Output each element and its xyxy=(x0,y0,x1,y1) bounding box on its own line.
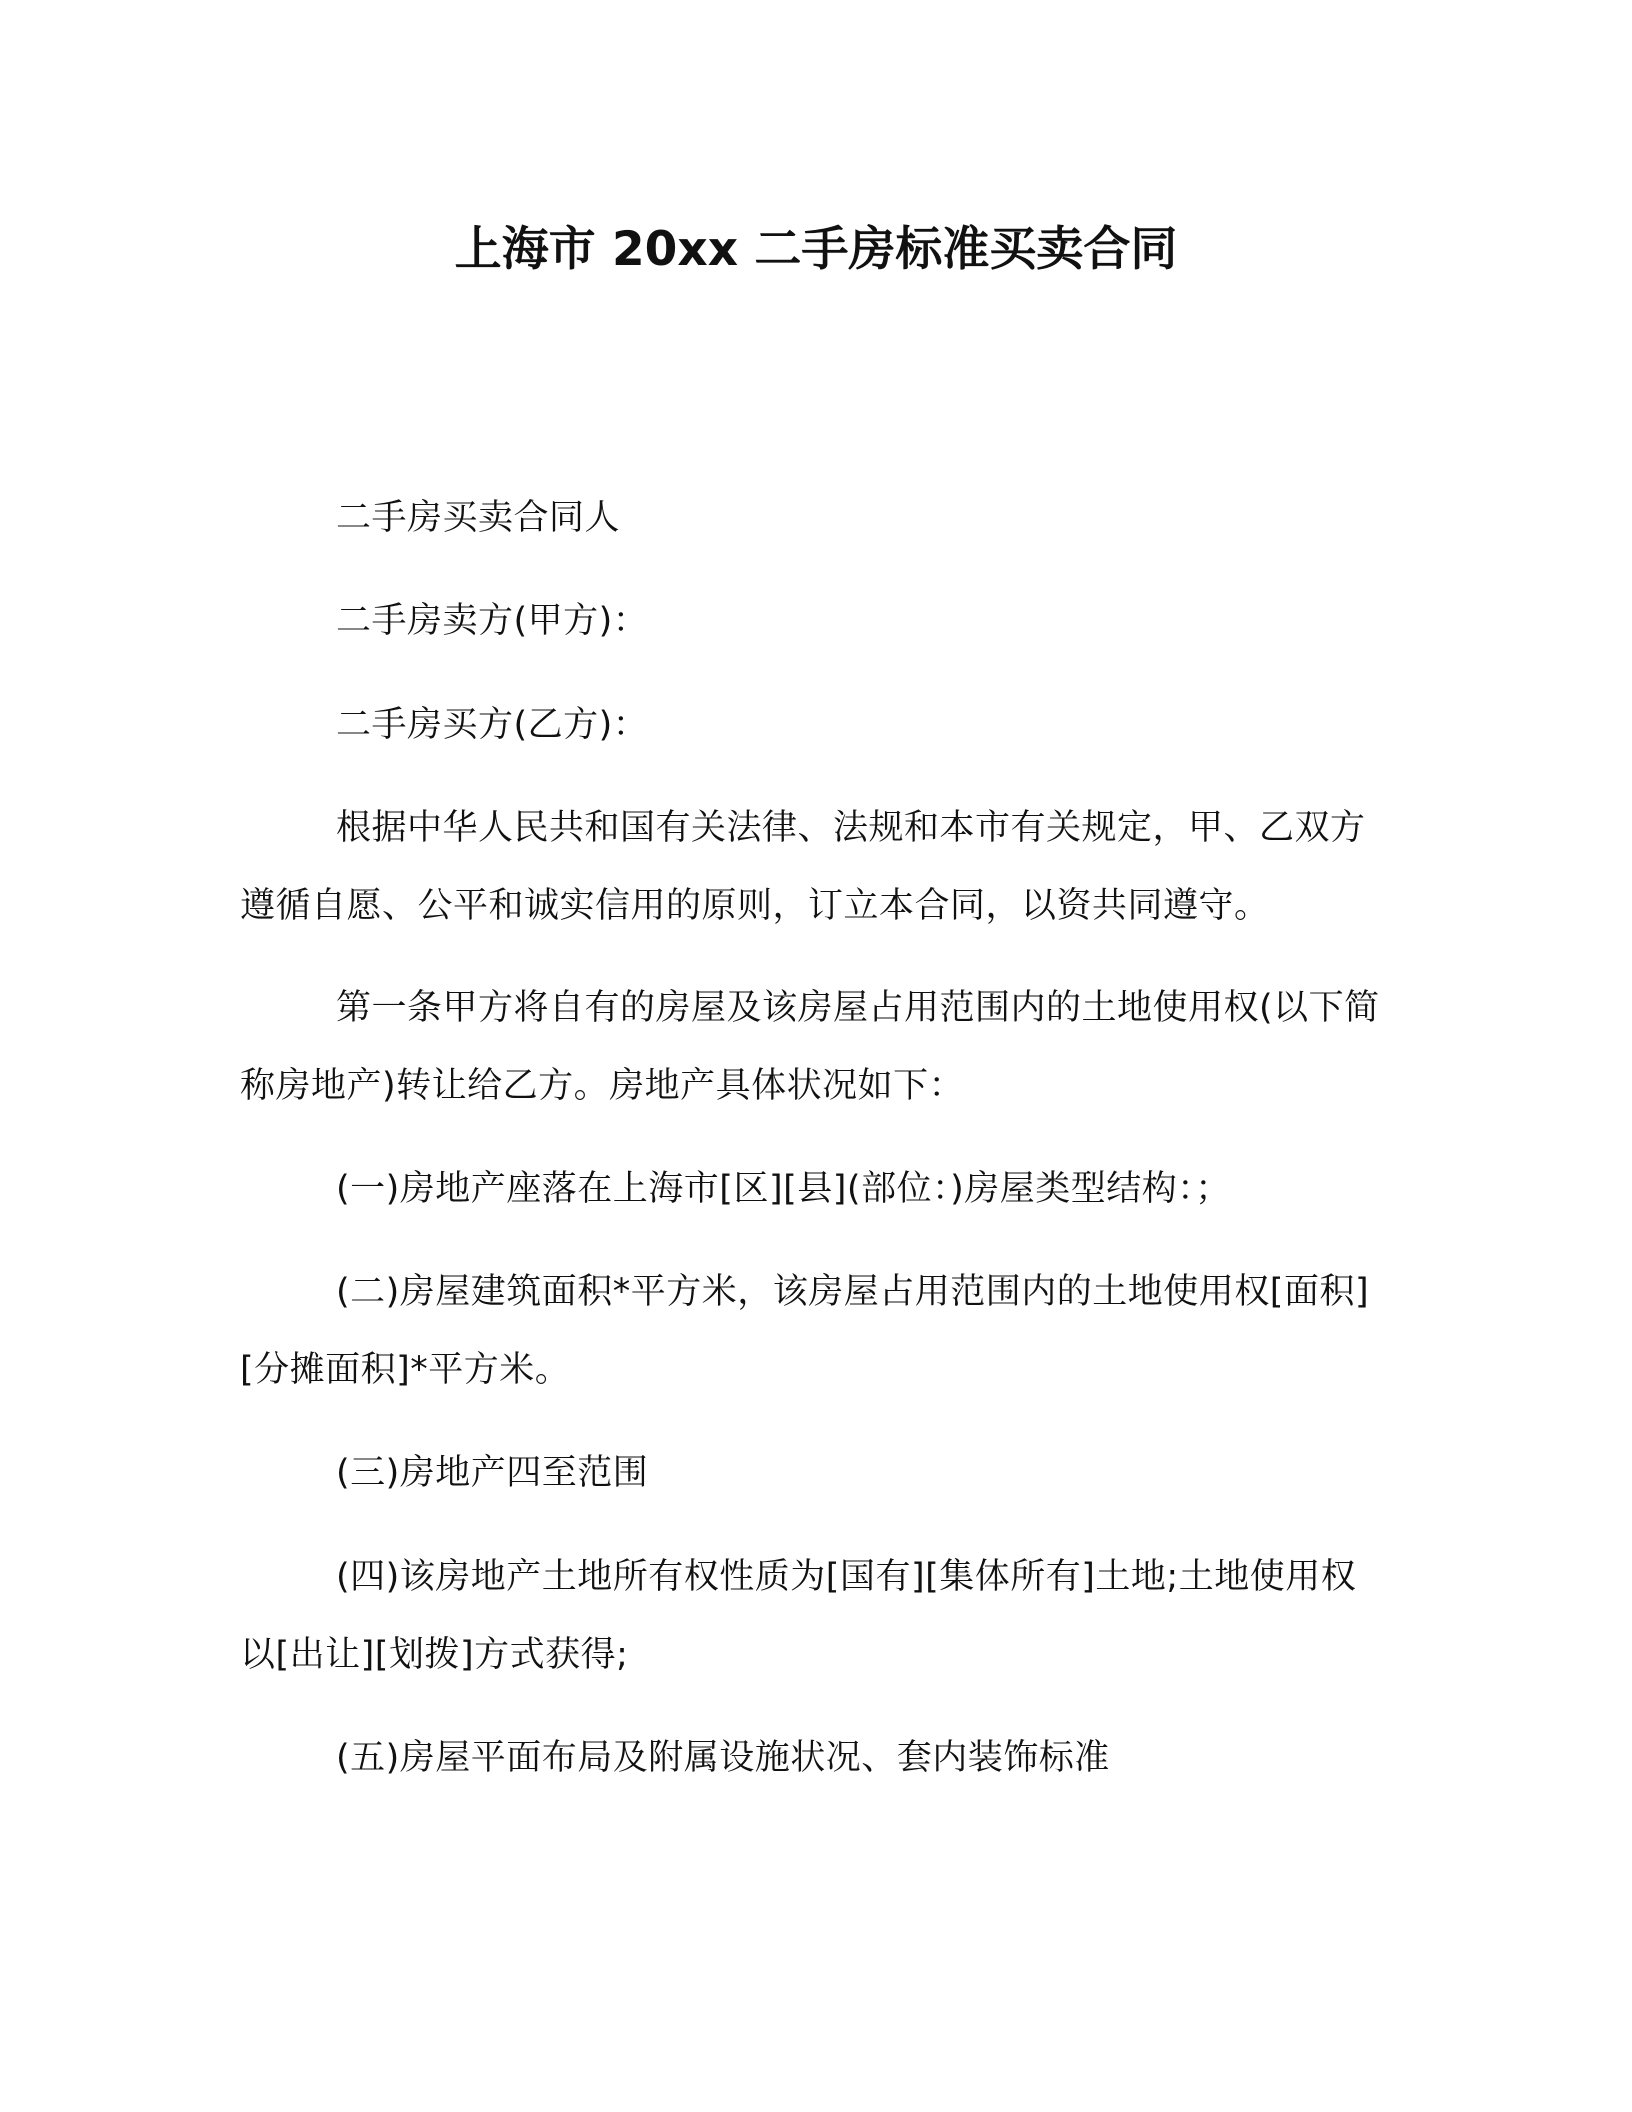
paragraph-contract-parties: 二手房买卖合同人 xyxy=(336,498,621,538)
paragraph-seller: 二手房卖方(甲方)： xyxy=(336,601,649,641)
paragraph-item-1: (一)房地产座落在上海市[区][县](部位：)房屋类型结构：； xyxy=(336,1169,1231,1209)
paragraph-preamble: 根据中华人民共和国有关法律、法规和本市有关规定，甲、乙双方遵循自愿、公平和诚实信用的原则，订立本合同，以资共同遵守。 xyxy=(240,808,1366,926)
paragraph-item-5: (五)房屋平面布局及附属设施状况、套内装饰标准 xyxy=(336,1738,1110,1778)
paragraph-item-4: (四)该房地产土地所有权性质为[国有][集体所有]土地;土地使用权以[出让][划拨]方式获得; xyxy=(240,1557,1357,1675)
paragraph-article-one: 第一条甲方将自有的房屋及该房屋占用范围内的土地使用权(以下简称房地产)转让给乙方。房地产具体状况如下： xyxy=(240,988,1380,1106)
paragraph-item-2: (二)房屋建筑面积*平方米，该房屋占用范围内的土地使用权[面积][分摊面积]*平方米。 xyxy=(240,1272,1370,1390)
paragraph-item-3: (三)房地产四至范围 xyxy=(336,1453,649,1493)
document-title: 上海市 20xx 二手房标准买卖合同 xyxy=(454,222,1178,277)
paragraph-buyer: 二手房买方(乙方)： xyxy=(336,705,649,745)
